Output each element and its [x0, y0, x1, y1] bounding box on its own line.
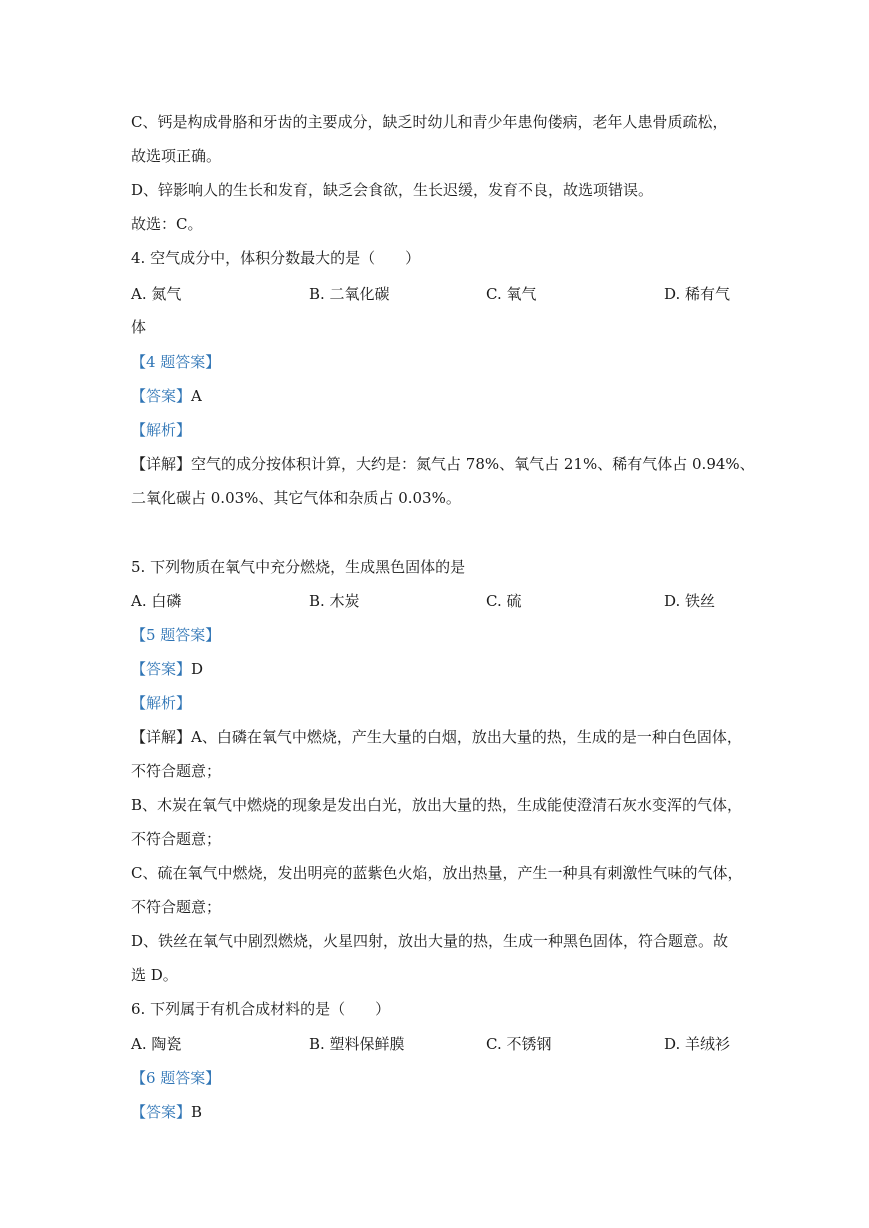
q4-detail-line1 [131, 454, 755, 474]
q6-option-d: D. 羊绒衫 [664, 1035, 731, 1053]
q6-answer-tag: 【答案】 [131, 1103, 192, 1121]
q4-detail-line2: 二氧化碳占 0.03%、其它气体和杂质占 0.03%。 [131, 489, 461, 507]
q6-stem: 6. 下列属于有机合成材料的是（ ） [131, 1000, 391, 1018]
q5-detail-b-line1: B、木炭在氧气中燃烧的现象是发出白光，放出大量的热，生成能使澄清石灰水变浑的气体， [131, 796, 743, 814]
q6-answer-value: B [191, 1103, 203, 1121]
q3-option-c-explanation-line2: 故选项正确。 [131, 147, 222, 165]
q4-option-b: B. 二氧化碳 [309, 285, 390, 303]
q4-option-a: A. 氮气 [131, 285, 182, 303]
q3-option-d-explanation: D、锌影响人的生长和发育，缺乏会食欲，生长迟缓，发育不良，故选项错误。 [131, 181, 654, 199]
q5-stem: 5. 下列物质在氧气中充分燃烧，生成黑色固体的是 [131, 558, 466, 576]
q5-detail-d-line2: 选 D。 [131, 966, 178, 984]
q5-option-a: A. 白磷 [131, 592, 182, 610]
q5-detail-b-line2: 不符合题意； [131, 830, 222, 848]
q5-answer-header: 【5 题答案】 [131, 626, 221, 644]
q4-option-d-wrap: 体 [131, 318, 147, 336]
q4-analysis-tag: 【解析】 [131, 421, 192, 439]
q4-answer-tag: 【答案】 [131, 387, 192, 405]
q5-detail-c-line2: 不符合题意； [131, 898, 222, 916]
q3-option-c-explanation-line1: C、钙是构成骨胳和牙齿的主要成分，缺乏时幼儿和青少年患佝偻病，老年人患骨质疏松， [131, 113, 728, 131]
q5-option-c: C. 硫 [486, 592, 522, 610]
q4-stem: 4. 空气成分中，体积分数最大的是（ ） [131, 249, 421, 267]
q4-answer [131, 386, 202, 406]
q5-answer-tag: 【答案】 [131, 660, 192, 678]
q3-conclusion: 故选：C。 [131, 215, 203, 233]
q4-answer-header: 【4 题答案】 [131, 353, 221, 371]
q5-detail-c-line1: C、硫在氧气中燃烧，发出明亮的蓝紫色火焰，放出热量，产生一种具有刺激性气味的气体， [131, 864, 743, 882]
q5-detail-a-line1 [131, 727, 742, 747]
q5-detail-tag: 【详解】 [131, 728, 192, 746]
q4-option-d: D. 稀有气 [664, 285, 731, 303]
q4-answer-value: A [191, 387, 202, 405]
q4-option-c: C. 氧气 [486, 285, 537, 303]
q6-option-b: B. 塑料保鲜膜 [309, 1035, 405, 1053]
q5-option-b: B. 木炭 [309, 592, 360, 610]
q5-answer [131, 659, 203, 679]
q5-option-d: D. 铁丝 [664, 592, 716, 610]
q5-detail-d-line1: D、铁丝在氧气中剧烈燃烧，火星四射，放出大量的热，生成一种黑色固体，符合题意。故 [131, 932, 729, 950]
q4-detail-tag: 【详解】 [131, 455, 192, 473]
q6-answer-header: 【6 题答案】 [131, 1069, 221, 1087]
q5-answer-value: D [191, 660, 204, 678]
q6-answer [131, 1102, 202, 1122]
q4-detail-text1: 空气的成分按体积计算，大约是：氮气占 78%、氧气占 21%、稀有气体占 0.94%、 [191, 455, 755, 473]
q5-detail-a-line2: 不符合题意； [131, 762, 222, 780]
q5-analysis-tag: 【解析】 [131, 694, 192, 712]
q5-detail-a-text: A、白磷在氧气中燃烧，产生大量的白烟，放出大量的热，生成的是一种白色固体， [191, 728, 742, 746]
q6-option-a: A. 陶瓷 [131, 1035, 182, 1053]
q6-option-c: C. 不锈钢 [486, 1035, 552, 1053]
